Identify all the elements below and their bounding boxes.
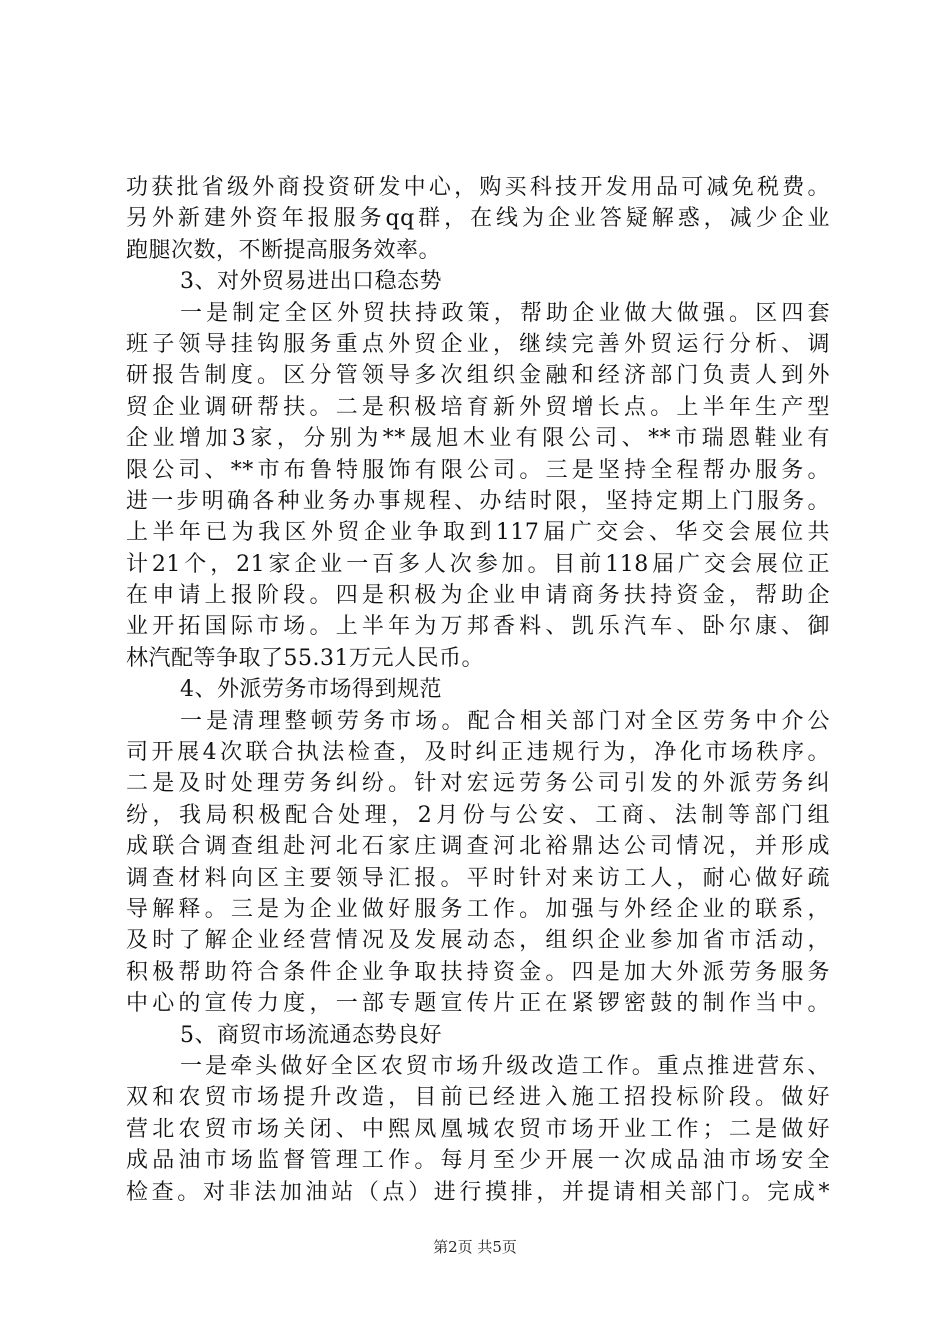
- text-line: 另外新建外资年报服务qq群，在线为企业答疑解惑，减少企业: [126, 206, 830, 232]
- text-line: 司开展4次联合执法检查，及时纠正违规行为，净化市场秩序。: [126, 740, 830, 766]
- text-line: 功获批省级外商投资研发中心，购买科技开发用品可减免税费。: [126, 175, 830, 200]
- text-line: 成联合调查组赴河北石家庄调查河北裕鼎达公司情况，并形成: [126, 834, 830, 860]
- section-heading: 3、对外贸易进出口稳态势: [180, 269, 442, 295]
- section-heading: 5、商贸市场流通态势良好: [180, 1022, 442, 1048]
- text-line: 业开拓国际市场。上半年为万邦香料、凯乐汽车、卧尔康、御: [126, 614, 830, 640]
- text-line: 班子领导挂钩服务重点外贸企业，继续完善外贸运行分析、调: [126, 331, 830, 357]
- text-line: 一是清理整顿劳务市场。配合相关部门对全区劳务中介公: [180, 708, 830, 734]
- text-line: 跑腿次数，不断提高服务效率。: [126, 237, 442, 263]
- text-line: 二是及时处理劳务纠纷。针对宏远劳务公司引发的外派劳务纠: [126, 771, 830, 797]
- text-line: 积极帮助符合条件企业争取扶持资金。四是加大外派劳务服务: [126, 959, 830, 985]
- text-line: 进一步明确各种业务办事规程、办结时限，坚持定期上门服务。: [126, 488, 830, 514]
- page-footer: 第2页 共5页: [433, 1238, 517, 1256]
- text-line: 检查。对非法加油站（点）进行摸排，并提请相关部门。完成*: [126, 1179, 830, 1205]
- text-line: 营北农贸市场关闭、中熙凤凰城农贸市场开业工作；二是做好: [126, 1116, 830, 1142]
- text-line: 及时了解企业经营情况及发展动态，组织企业参加省市活动，: [126, 928, 830, 954]
- document-body: [126, 172, 830, 1208]
- text-line: 计21个，21家企业一百多人次参加。目前118届广交会展位正: [126, 551, 830, 577]
- text-line: 贸企业调研帮扶。二是积极培育新外贸增长点。上半年生产型: [126, 394, 830, 420]
- text-line: 林汽配等争取了55.31万元人民币。: [126, 645, 484, 671]
- text-line: 导解释。三是为企业做好服务工作。加强与外经企业的联系，: [126, 896, 830, 922]
- text-line: 调查材料向区主要领导汇报。平时针对来访工人，耐心做好疏: [126, 865, 830, 891]
- text-line: 上半年已为我区外贸企业争取到117届广交会、华交会展位共: [126, 520, 830, 546]
- text-line: 双和农贸市场提升改造，目前已经进入施工招投标阶段。做好: [126, 1085, 830, 1111]
- text-line: 限公司、**市布鲁特服饰有限公司。三是坚持全程帮办服务。: [126, 457, 830, 483]
- text-line: 一是制定全区外贸扶持政策，帮助企业做大做强。区四套: [180, 300, 830, 326]
- text-line: 中心的宣传力度，一部专题宣传片正在紧锣密鼓的制作当中。: [126, 991, 830, 1017]
- text-line: 在申请上报阶段。四是积极为企业申请商务扶持资金，帮助企: [126, 583, 830, 609]
- text-line: 企业增加3家，分别为**晟旭木业有限公司、**市瑞恩鞋业有: [126, 426, 830, 452]
- text-line: 成品油市场监督管理工作。每月至少开展一次成品油市场安全: [126, 1148, 830, 1174]
- text-line: 研报告制度。区分管领导多次组织金融和经济部门负责人到外: [126, 363, 830, 389]
- text-line: 纷，我局积极配合处理，2月份与公安、工商、法制等部门组: [126, 802, 830, 828]
- section-heading: 4、外派劳务市场得到规范: [180, 677, 442, 703]
- text-line: 一是牵头做好全区农贸市场升级改造工作。重点推进营东、: [180, 1053, 830, 1079]
